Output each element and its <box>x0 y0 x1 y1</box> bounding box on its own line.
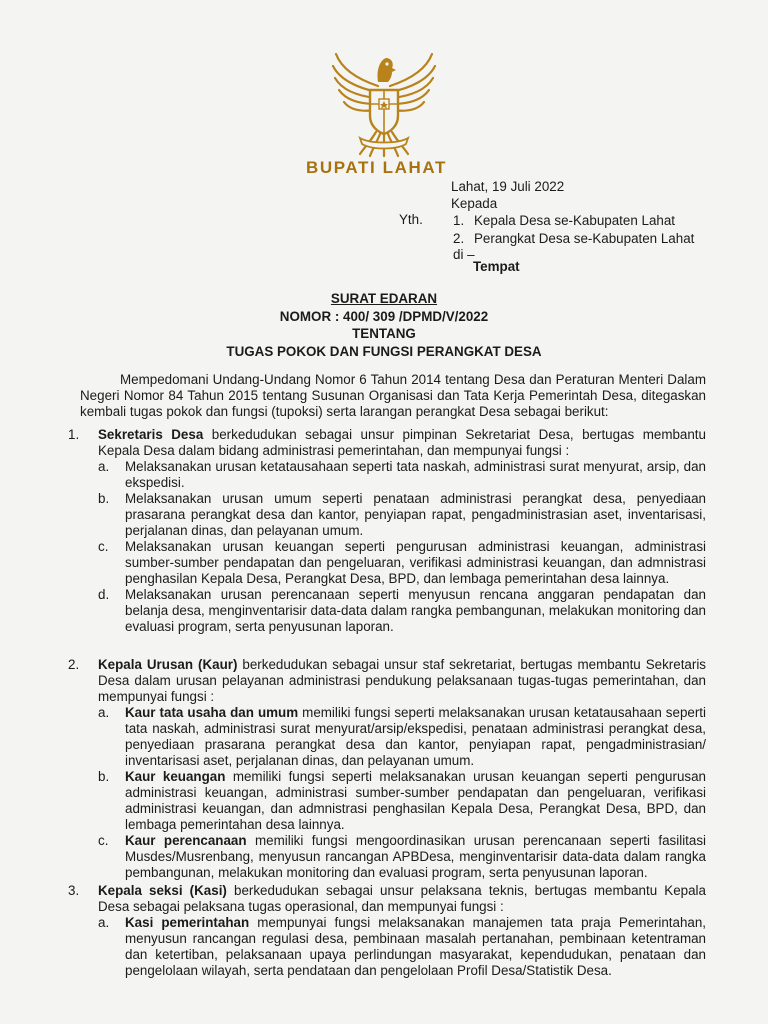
date-and-addressee <box>451 178 564 212</box>
di-label: di – <box>453 247 475 262</box>
list-item: a. Kasi pemerintahan mempunyai fungsi melaksanakan manajemen tata praja Pemerintahan, menyusun rancangan regulasi desa, pembinaan masalah pertanahan, pembinaan ketentraman dan ketertiban, pelaksanaan upaya perlindungan masyarakat, kependudukan, penataan dan pengelolaan wilayah, serta pendataan dan pengelolaan Profil Desa/Statistik Desa. <box>98 915 707 978</box>
list-item: d. Melaksanakan urusan perencanaan seperti menyusun rencana anggaran pendapatan dan belanja desa, menginventarisir data-data dalam rangka pembangunan, melakukan monitoring dan evaluasi program, serta penyusunan laporan. <box>98 587 706 634</box>
garuda-emblem-icon <box>330 46 438 158</box>
list-item: b. Melaksanakan urusan umum seperti penataan administrasi perangkat desa, penyediaan prasarana perangkat desa dan kantor, penyiapan rapat, pengadministrasian aset, inventarisasi, perjalanan dinas, dan pelayanan umum. <box>98 491 706 538</box>
section-text: Kepala seksi (Kasi) berkedudukan sebagai unsur pelaksana teknis, bertugas membantu Kepala Desa sebagai pelaksana tugas operasional, dan mempunyai fungsi : <box>98 883 706 914</box>
recipient-item: 2. Perangkat Desa se-Kabupaten Lahat <box>453 231 695 246</box>
recipient-list <box>453 212 694 264</box>
doc-type: SURAT EDARAN <box>330 291 438 306</box>
list-item: c. Kaur perencanaan memiliki fungsi mengoordinasikan urusan perencanaan seperti fasilitasi Musdes/Musrenbang, menyusun rancangan APBDesa, menginventarisir data-data dalam rangka pembangunan, melakukan monitoring dan evaluasi program, serta penyusunan laporan. <box>98 833 707 880</box>
doc-subject: TUGAS POKOK DAN FUNGSI PERANGKAT DESA <box>226 343 542 359</box>
section-sekretaris-desa: 1. Sekretaris Desa berkedudukan sebagai unsur pimpinan Sekretariat Desa, bertugas membantu Kepala Desa dalam bidang administrasi pemerintahan, dan mempunyai fungsi : a. Melaksanakan urusan ketatausahaan seperti tata naskah, administrasi surat menyurat, arsip, dan ekspedisi. b. Melaksanakan urusan umum seperti penataan administrasi perangkat desa, penyediaan prasarana perangkat desa dan kantor, penyiapan rapat, pengadministrasian aset, inventarisasi, perjalanan dinas, dan pelayanan umum. c. Melaksanakan urusan keuangan seperti pengurusan administrasi keuangan, administrasi sumber-sumber pendapatan dan pengeluaran, verifikasi administrasi keuangan, dan admnistrasi penghasilan Kepala Desa, Perangkat Desa, BPD, dan lembaga pemerintahan desa lainnya. d. Melaksanakan urusan perencanaan seperti menyusun rencana anggaran pendapatan dan belanja desa, menginventarisir data-data dalam rangka pembangunan, melakukan monitoring dan evaluasi program, serta penyusunan laporan. <box>68 427 706 634</box>
about-label: TENTANG <box>352 326 416 341</box>
section-text: Kepala Urusan (Kaur) berkedudukan sebagai unsur staf sekretariat, bertugas membantu Sekretaris Desa dalam urusan pelayanan administrasi pendukung pelaksanaan tugas-tugas pemerintahan, dan mempunyai fungsi : <box>98 657 706 704</box>
section-kepala-urusan: 2. Kepala Urusan (Kaur) berkedudukan sebagai unsur staf sekretariat, bertugas membantu Sekretaris Desa dalam urusan pelayanan administrasi pendukung pelaksanaan tugas-tugas pemerintahan, dan mempunyai fungsi : a. Kaur tata usaha dan umum memiliki fungsi seperti melaksanakan urusan ketatausahaan seperti tata naskah, administrasi surat menyurat/arsip/ekspedisi, penataan administrasi perangkat desa, penyediaan prasarana perangkat desa dan kantor, penyiapan rapat, pengadministrasian/ inventarisasi aset, perjalanan dinas, dan pelayanan umum. b. Kaur keuangan memiliki fungsi seperti melaksanakan urusan keuangan seperti pengurusan administrasi keuangan, administrasi sumber-sumber pendapatan dan pengeluaran, verifikasi administrasi keuangan, dan admnistrasi penghasilan Kepala Desa, Perangkat Desa, BPD, dan lembaga pemerintahan desa lainnya. c. Kaur perencanaan memiliki fungsi mengoordinasikan urusan perencanaan seperti fasilitasi Musdes/Musrenbang, menyusun rancangan APBDesa, menginventarisir data-data dalam rangka pembangunan, melakukan monitoring dan evaluasi program, serta penyusunan laporan. <box>68 657 707 880</box>
recipient-item: 1. Kepala Desa se-Kabupaten Lahat <box>453 213 676 228</box>
list-item: a. Melaksanakan urusan ketatausahaan seperti tata naskah, administrasi surat menyurat, arsip, dan ekspedisi. <box>98 459 706 490</box>
intro-paragraph: Mempedomani Undang-Undang Nomor 6 Tahun 2014 tentang Desa dan Peraturan Menteri Dalam Negeri Nomor 84 Tahun 2015 tentang Susunan Organisasi dan Tata Kerja Pemerintah Desa, ditegaskan kembali tugas pokok dan fungsi (tupoksi) serta larangan perangkat Desa sebagai berikut: <box>80 372 706 419</box>
list-item: a. Kaur tata usaha dan umum memiliki fungsi seperti melaksanakan urusan ketatausahaan seperti tata naskah, administrasi surat menyurat/arsip/ekspedisi, penataan administrasi perangkat desa, penyediaan prasarana perangkat desa dan kantor, penyiapan rapat, pengadministrasian/ inventarisasi aset, perjalanan dinas, dan pelayanan umum. <box>98 705 706 768</box>
list-item: c. Melaksanakan urusan keuangan seperti pengurusan administrasi keuangan, administrasi sumber-sumber pendapatan dan pengeluaran, verifikasi administrasi keuangan, dan admnistrasi penghasilan Kepala Desa, Perangkat Desa, BPD, dan lembaga pemerintahan desa lainnya. <box>98 539 706 586</box>
office-header: BUPATI LAHAT <box>306 158 448 177</box>
list-item: b. Kaur keuangan memiliki fungsi seperti melaksanakan urusan keuangan seperti pengurusan administrasi keuangan, administrasi sumber-sumber pendapatan dan pengeluaran, verifikasi administrasi keuangan, dan admnistrasi penghasilan Kepala Desa, Perangkat Desa, BPD, dan lembaga pemerintahan desa lainnya. <box>98 769 706 832</box>
document-titles <box>0 290 768 360</box>
tempat-label: Tempat <box>473 259 520 274</box>
to-label: Kepada <box>451 196 498 211</box>
section-text: Sekretaris Desa berkedudukan sebagai unsur pimpinan Sekretariat Desa, bertugas membantu Kepala Desa dalam bidang administrasi pemerintahan, dan mempunyai fungsi : <box>98 427 706 458</box>
place-date: Lahat, 19 Juli 2022 <box>451 179 565 194</box>
section-kepala-seksi: 3. Kepala seksi (Kasi) berkedudukan sebagai unsur pelaksana teknis, bertugas membantu Kepala Desa sebagai pelaksana tugas operasional, dan mempunyai fungsi : a. Kasi pemerintahan mempunyai fungsi melaksanakan manajemen tata praja Pemerintahan, menyusun rancangan regulasi desa, pembinaan masalah pertanahan, pembinaan ketentraman dan ketertiban, pelaksanaan upaya perlindungan masyarakat, kependudukan, penataan dan pengelolaan wilayah, serta pendataan dan pengelolaan Profil Desa/Statistik Desa. <box>68 883 707 978</box>
yth-label: Yth. <box>399 212 423 227</box>
doc-number: NOMOR : 400/ 309 /DPMD/V/2022 <box>279 308 489 324</box>
